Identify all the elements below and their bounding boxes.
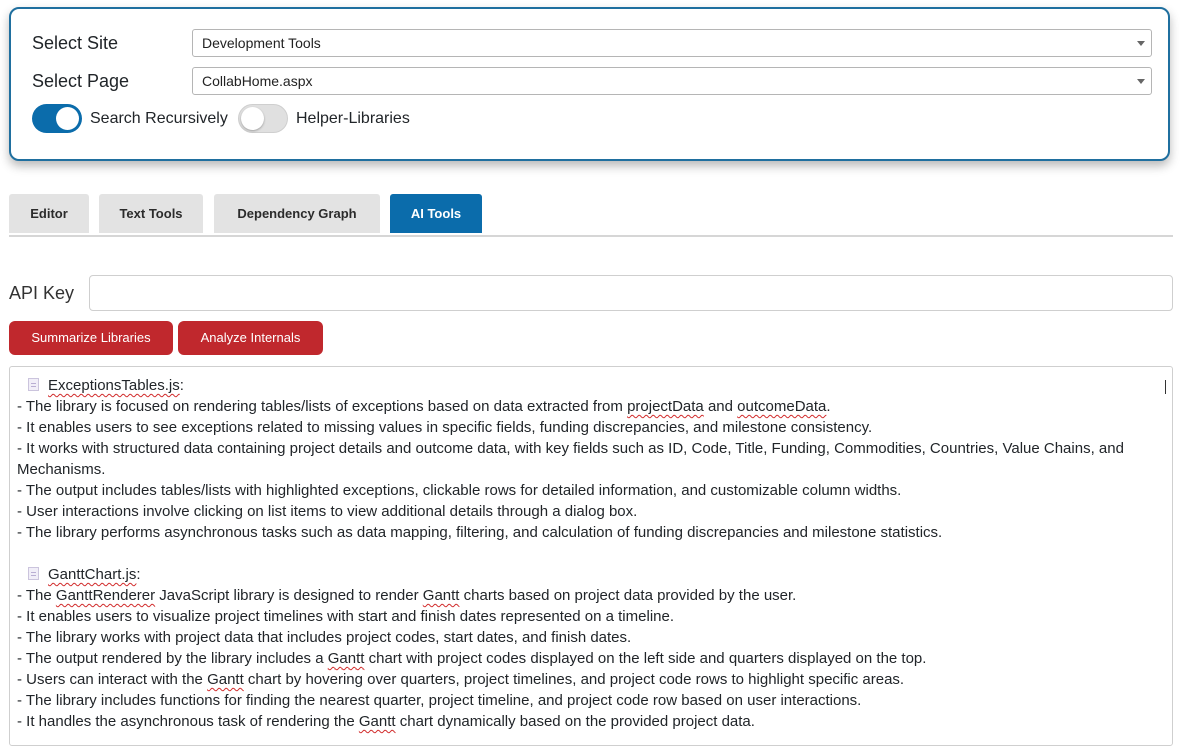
list-item: - The library works with project data that includes project codes, start dates, and finish dates. <box>17 629 632 646</box>
helper-libraries-toggle[interactable] <box>238 104 288 133</box>
list-item: - It enables users to visualize project timelines with start and finish dates represented on a timeline. <box>17 608 674 625</box>
ai-output-textarea[interactable] <box>9 366 1173 746</box>
analyze-internals-button[interactable]: Analyze Internals <box>178 321 323 355</box>
file-heading: GanttChart.js: <box>17 564 1161 585</box>
text-cursor <box>1165 380 1166 394</box>
list-item: - Users can interact with the Gantt chart by hovering over quarters, project timelines, and project code rows to highlight specific areas. <box>17 671 905 688</box>
select-page-value: CollabHome.aspx <box>202 73 313 89</box>
file-heading: ExceptionsTables.js: <box>17 375 1161 396</box>
search-recursively-toggle[interactable] <box>32 104 82 133</box>
list-item: - The library is focused on rendering tables/lists of exceptions based on data extracted from projectData and outcomeData. <box>17 398 831 415</box>
list-item: - User interactions involve clicking on list items to view additional details through a dialog box. <box>17 503 638 520</box>
tab-text-tools[interactable]: Text Tools <box>99 194 203 233</box>
list-item: - It works with structured data containing project details and outcome data, with key fields such as ID, Code, Title, Funding, Commodities, Countries, Value Chains, and Mechanisms. <box>17 440 1124 478</box>
api-key-input[interactable] <box>89 275 1173 311</box>
tab-editor[interactable]: Editor <box>9 194 89 233</box>
select-site-label: Select Site <box>32 33 119 53</box>
list-item: - It handles the asynchronous task of rendering the Gantt chart dynamically based on the provided project data. <box>17 713 755 730</box>
list-item: - The library performs asynchronous tasks such as data mapping, filtering, and calculation of funding discrepancies and milestone statistics. <box>17 524 943 541</box>
select-page-label: Select Page <box>32 71 130 91</box>
document-icon <box>28 378 39 391</box>
ai-output-content <box>17 375 1161 732</box>
list-item: - The output rendered by the library includes a Gantt chart with project codes displayed on the left side and quarters displayed on the top. <box>17 650 927 667</box>
helper-libraries-label: Helper-Libraries <box>296 110 410 127</box>
toggle-knob <box>56 107 79 130</box>
list-item: - It enables users to see exceptions related to missing values in specific fields, funding discrepancies, and milestone consistency. <box>17 419 873 436</box>
list-item: - The GanttRenderer JavaScript library is designed to render Gantt charts based on project data provided by the user. <box>17 587 797 604</box>
chevron-down-icon <box>1137 41 1145 46</box>
tab-dependency-graph[interactable]: Dependency Graph <box>214 194 380 233</box>
api-key-label: API Key <box>9 283 75 303</box>
select-page-dropdown[interactable] <box>192 67 1152 95</box>
select-site-value: Development Tools <box>202 35 321 51</box>
file-name: GanttChart.js <box>48 566 137 583</box>
summarize-libraries-button[interactable]: Summarize Libraries <box>9 321 173 355</box>
list-item: - The output includes tables/lists with highlighted exceptions, clickable rows for detailed information, and customizable column widths. <box>17 482 902 499</box>
search-recursively-label: Search Recursively <box>90 110 228 127</box>
tool-tabs <box>9 194 1173 237</box>
document-icon <box>28 567 39 580</box>
toggle-knob <box>241 107 264 130</box>
file-name: ExceptionsTables.js <box>48 377 180 394</box>
list-item: - The library includes functions for finding the nearest quarter, project timeline, and project code row based on user interactions. <box>17 692 862 709</box>
select-site-dropdown[interactable] <box>192 29 1152 57</box>
blank-line <box>17 543 1161 564</box>
tab-ai-tools[interactable]: AI Tools <box>390 194 482 233</box>
site-page-selector-panel <box>9 7 1170 161</box>
chevron-down-icon <box>1137 79 1145 84</box>
